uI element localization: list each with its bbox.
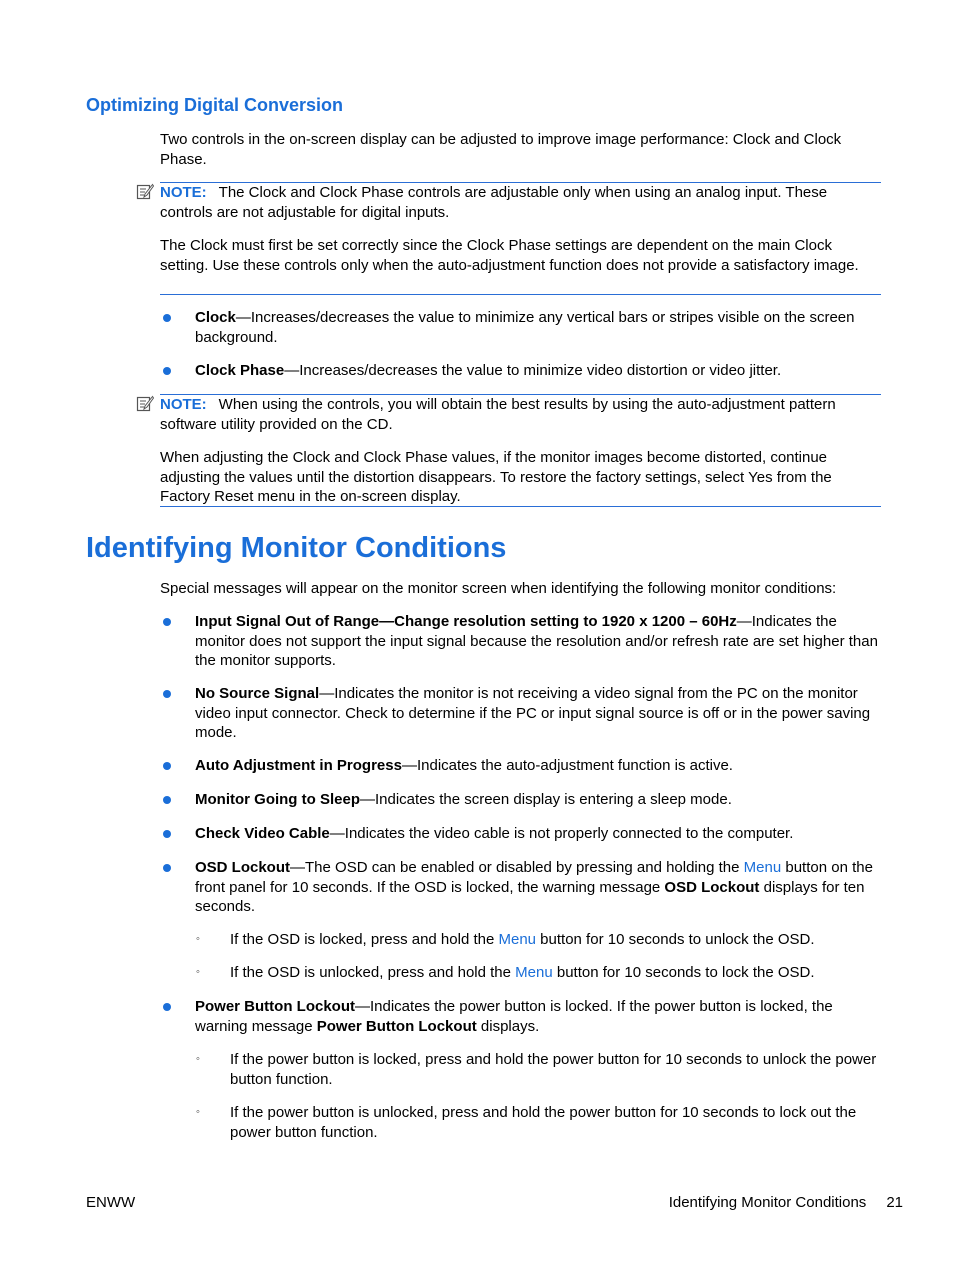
sub-bullet-mark: ◦ [196, 966, 200, 978]
bullet-dot [163, 1003, 171, 1011]
note-1-continued: The Clock must first be set correctly since the Clock Phase settings are dependent on the main Clock setting. Use these controls only when the auto-adjustment function does not provide a satisfactory image. [160, 237, 859, 274]
note-bottom-rule [160, 294, 881, 295]
list-item-check-cable: Check Video Cable—Indicates the video cable is not properly connected to the computer. [195, 825, 794, 842]
footer-section-title: Identifying Monitor Conditions [668, 1194, 867, 1211]
list-item-sleep: Monitor Going to Sleep—Indicates the screen display is entering a sleep mode. [195, 791, 732, 808]
main-intro: Special messages will appear on the monitor screen when identifying the following monitor conditions: [160, 580, 837, 597]
note-text: When using the controls, you will obtain the best results by using the auto-adjustment pattern software utility provided on the CD. [160, 396, 836, 433]
list-item-osd-lockout: OSD Lockout—The OSD can be enabled or disabled by pressing and holding the Menu button on the front panel for 10 seconds. If the OSD is locked, the warning message OSD Lockout displays for ten seconds. [195, 859, 873, 915]
note-label: NOTE: [160, 184, 207, 201]
section-heading: Optimizing Digital Conversion [86, 95, 344, 115]
menu-link[interactable]: Menu [743, 859, 782, 876]
note-icon [136, 183, 154, 201]
footer-right [669, 1193, 903, 1213]
section-intro: Two controls in the on-screen display can be adjusted to improve image performance: Clock and Clock Phase. [160, 131, 842, 168]
bullet-dot [163, 762, 171, 770]
bullet-dot [163, 830, 171, 838]
bullet-dot [163, 367, 171, 375]
menu-link[interactable]: Menu [498, 931, 537, 948]
note-icon [136, 395, 154, 413]
bullet-dot [163, 796, 171, 804]
sub-item-osd-lock: If the OSD is unlocked, press and hold the Menu button for 10 seconds to lock the OSD. [230, 964, 815, 981]
list-item-clock: Clock—Increases/decreases the value to minimize any vertical bars or stripes visible on the screen background. [195, 309, 855, 346]
page-title: Identifying Monitor Conditions [86, 532, 507, 564]
sub-bullet-mark: ◦ [196, 1106, 200, 1118]
sub-item-osd-unlock: If the OSD is locked, press and hold the Menu button for 10 seconds to unlock the OSD. [230, 931, 815, 948]
sub-item-power-lock: If the power button is unlocked, press and hold the power button for 10 seconds to lock out the power button function. [230, 1104, 857, 1141]
list-item-power-lockout: Power Button Lockout—Indicates the power button is locked. If the power button is locked, the warning message Power Button Lockout displays. [195, 998, 833, 1035]
footer-left: ENWW [86, 1194, 136, 1211]
menu-link[interactable]: Menu [515, 964, 553, 981]
note-text: The Clock and Clock Phase controls are adjustable only when using an analog input. These controls are not adjustable for digital inputs. [160, 184, 828, 221]
list-item-clock-phase: Clock Phase—Increases/decreases the value to minimize video distortion or video jitter. [195, 362, 782, 379]
bullet-dot [163, 690, 171, 698]
list-item-no-source: No Source Signal—Indicates the monitor is not receiving a video signal from the PC on the monitor video input connector. Check to determine if the PC or input signal source is off or in the power saving mode. [195, 685, 871, 741]
note-2-continued: When adjusting the Clock and Clock Phase values, if the monitor images become distorted, continue adjusting the values until the distortion disappears. To restore the factory settings, select Yes from the Factory Reset menu in the on-screen display. [160, 449, 832, 505]
note-2 [160, 395, 882, 434]
sub-bullet-mark: ◦ [196, 1053, 200, 1065]
bullet-dot [163, 864, 171, 872]
bullet-dot [163, 618, 171, 626]
note-label: NOTE: [160, 396, 207, 413]
page-number: 21 [886, 1194, 903, 1211]
sub-item-power-unlock: If the power button is locked, press and hold the power button for 10 seconds to unlock the power button function. [230, 1051, 877, 1088]
note-bottom-rule [160, 506, 881, 507]
list-item-input-signal: Input Signal Out of Range—Change resolution setting to 1920 x 1200 – 60Hz—Indicates the monitor does not support the input signal because the resolution and/or refresh rate are set higher than the monitor supports. [195, 613, 878, 669]
list-item-auto-adjust: Auto Adjustment in Progress—Indicates the auto-adjustment function is active. [195, 757, 733, 774]
note-1 [160, 183, 882, 222]
bullet-dot [163, 314, 171, 322]
sub-bullet-mark: ◦ [196, 933, 200, 945]
